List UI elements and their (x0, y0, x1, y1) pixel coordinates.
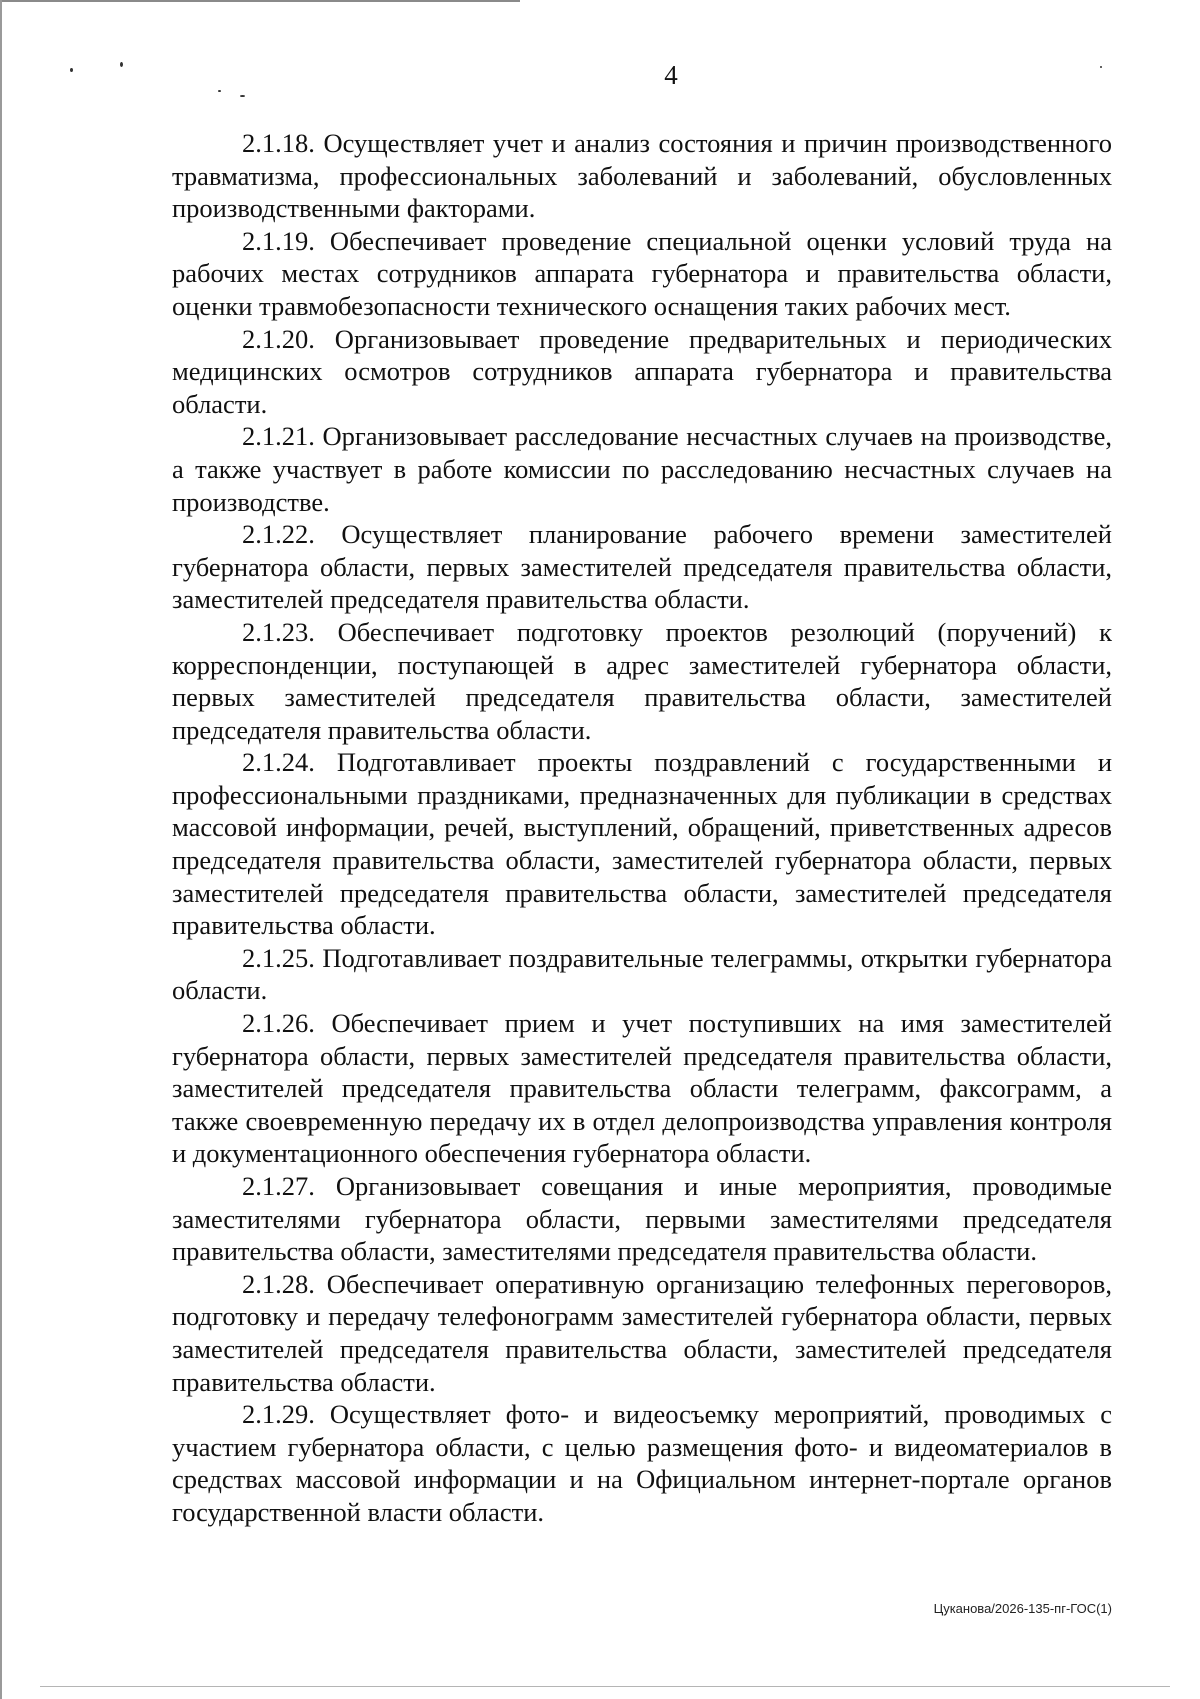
document-reference-code: Цуканова/2026-135-пг-ГОС(1) (933, 1601, 1112, 1616)
paragraph-2-1-27: 2.1.27. Организовывает совещания и иные мероприятия, проводимые заместителями губернатора области, первыми заместителями председателя правительства области, заместителями председателя правительства области. (172, 1171, 1112, 1267)
document-body (172, 127, 1112, 1529)
scan-edge-top (0, 0, 520, 2)
paragraph-2-1-18: 2.1.18. Осуществляет учет и анализ состояния и причин производственного травматизма, профессиональных заболеваний и заболеваний, обусловленных производственными факторами. (172, 128, 1112, 224)
paragraph-2-1-20: 2.1.20. Организовывает проведение предварительных и периодических медицинских осмотров сотрудников аппарата губернатора и правительства области. (172, 323, 1112, 419)
paragraph-2-1-21: 2.1.21. Организовывает расследование несчастных случаев на производстве, а также участвует в работе комиссии по расследованию несчастных случаев на производстве. (172, 421, 1112, 517)
scan-edge-bottom (40, 1686, 1170, 1687)
page-number: 4 (664, 60, 678, 90)
paragraph-2-1-22: 2.1.22. Осуществляет планирование рабочего времени заместителей губернатора области, первых заместителей председателя правительства области, заместителей председателя правительства области. (172, 519, 1112, 615)
paragraph-2-1-23: 2.1.23. Обеспечивает подготовку проектов резолюций (поручений) к корреспонденции, поступающей в адрес заместителей губернатора области, первых заместителей председателя правительства области, заместителей председателя правительства области. (172, 616, 1112, 745)
paragraph-2-1-24: 2.1.24. Подготавливает проекты поздравлений с государственными и профессиональными праздниками, предназначенных для публикации в средствах массовой информации, речей, выступлений, обращений, приветственных адресов председателя правительства области, заместителей губернатора области, первых заместителей председателя правительства области, заместителей председателя правительства области. (172, 747, 1112, 941)
paragraph-2-1-25: 2.1.25. Подготавливает поздравительные телеграммы, открытки губернатора области. (172, 942, 1112, 1006)
scan-speck (240, 95, 245, 97)
paragraph-2-1-19: 2.1.19. Обеспечивает проведение специальной оценки условий труда на рабочих местах сотрудников аппарата губернатора и правительства области, оценки травмобезопасности технического оснащения таких рабочих мест. (172, 225, 1112, 321)
paragraph-2-1-26: 2.1.26. Обеспечивает прием и учет поступивших на имя заместителей губернатора области, первых заместителей председателя правительства области, заместителей председателя правительства области телеграмм, факсограмм, а также своевременную передачу их в отдел делопроизводства управления контроля и документационного обеспечения губернатора области. (172, 1008, 1112, 1169)
paragraph-2-1-29: 2.1.29. Осуществляет фото- и видеосъемку мероприятий, проводимых с участием губернатора области, с целью размещения фото- и видеоматериалов в средствах массовой информации и на Официальном интернет-портале органов государственной власти области. (172, 1399, 1112, 1527)
scan-edge-left (0, 0, 2, 1699)
paragraph-2-1-28: 2.1.28. Обеспечивает оперативную организацию телефонных переговоров, подготовку и передачу телефонограмм заместителей губернатора области, первых заместителей председателя правительства области, заместителей председателя правительства области. (172, 1268, 1112, 1397)
